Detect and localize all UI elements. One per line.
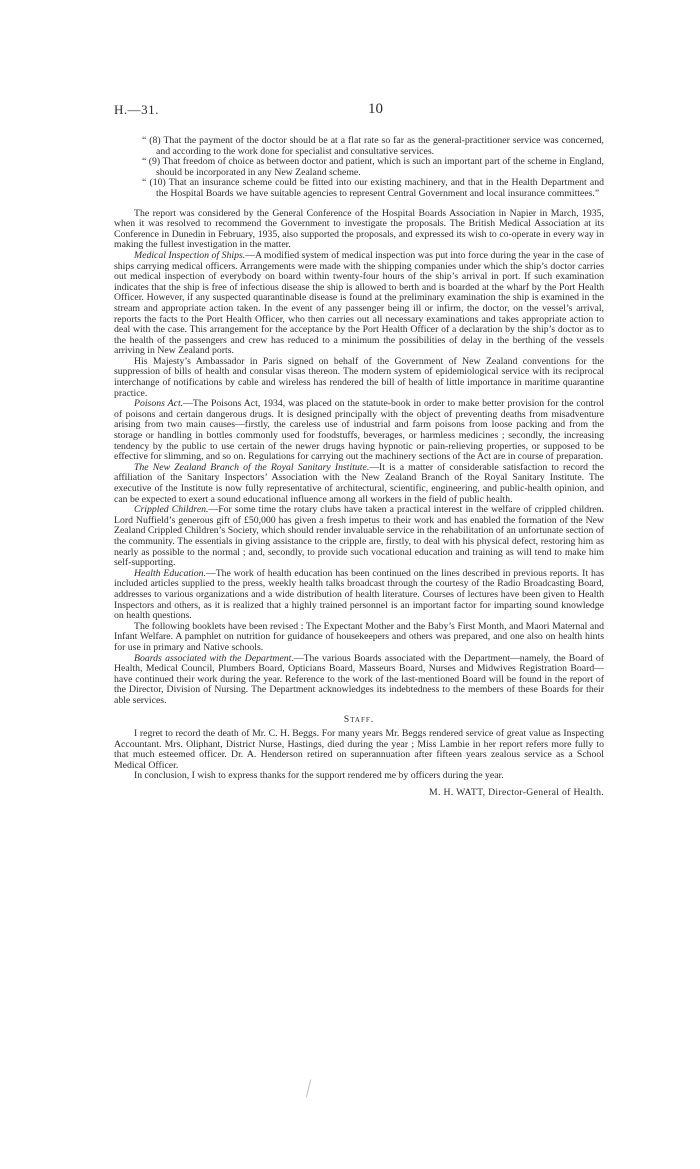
section-heading: Crippled Children. xyxy=(134,504,209,516)
conclusion-paragraph: In conclusion, I wish to express thanks for the support rendered me by officers during the year. xyxy=(134,770,504,782)
section-health-education xyxy=(114,569,604,622)
report-paragraph: The report was considered by the General Conference of the Hospital Boards Association in Napier in March, 1935, when it was resolved to recommend the Government to investigate the proposals. The British Medical Association at its Conference in Dunedin in February, 1935, also supported the proposals, and expressed its wish to co-operate in every way in making the fullest investigation in the matter. xyxy=(114,207,604,251)
section-heading: The New Zealand Branch of the Royal Sanitary Institute. xyxy=(134,461,370,473)
section-text: —For some time the rotary clubs have taken a practical interest in the welfare of crippled children. Lord Nuffield’s generous gift of £50,000 has given a fresh impetus to their work and has enabled the formation of the New Zealand Crippled Children’s Society, which should render invaluable service in the rehabilitation of an unfortunate section of the community. The essentials in giving assistance to the cripple are, firstly, to deal with his physical defect, restoring him as nearly as possible to the normal ; and, secondly, to provide such vocational education and training as will tend to make him self-supporting. xyxy=(114,504,604,569)
document-body xyxy=(114,136,604,799)
quoted-recommendation-9: “ (9) That freedom of choice as between doctor and patient, which is such an important part of the scheme in England, should be incorporated in any New Zealand scheme. xyxy=(142,156,604,178)
section-text: —The various Boards associated with the Department—namely, the Board of Health, Medical Council, Plumbers Board, Opticians Board, Masseurs Board, Nurses and Midwives Registration Board—have continued their work during the year. Reference to the work of the last-mentioned Board will be found in the report of the Director, Division of Nursing. The Department acknowledges its indebtedness to the members of these Boards for their able services. xyxy=(114,652,604,706)
section-sanitary-institute xyxy=(114,463,604,505)
quoted-recommendation-8: “ (8) That the payment of the doctor should be at a flat rate so far as the general-practitioner service was concerned, and according to the work done for specialist and consultative services. xyxy=(142,135,604,157)
section-ambassador-conventions xyxy=(114,357,604,399)
section-heading: Medical Inspection of Ships. xyxy=(134,249,246,261)
section-text: His Majesty’s Ambassador in Paris signed on behalf of the Government of New Zealand conventions for the suppression of bills of health and consular visas thereon. The modern system of epidemiological service with its reciprocal interchange of notifications by cable and wireless has rendered the bill of health of little importance in maritime quarantine practice. xyxy=(114,355,604,399)
section-ship-inspection xyxy=(114,251,604,357)
document-reference: H.—31. xyxy=(114,102,159,117)
section-text: —It is a matter of considerable satisfaction to record the affiliation of the Sanitary Inspectors’ Association with the New Zealand Branch of the Royal Sanitary Institute. The executive of the Institute is now fully representative of architectural, scientific, engineering, and public-health opinion, and can be expected to exert a sound educational influence among all workers in the field of public health. xyxy=(114,461,604,505)
section-text: The following booklets have been revised : The Expectant Mother and the Baby’s First Month, and Maori Maternal and Infant Welfare. A pamphlet on nutrition for guidance of housekeepers and others was prepared, and one also on health hints for use in primary and Native schools. xyxy=(114,620,604,653)
staff-paragraph: I regret to record the death of Mr. C. H. Beggs. For many years Mr. Beggs rendered service of great value as Inspecting Accountant. Mrs. Oliphant, District Nurse, Hastings, died during the year ; Miss Lambie in her report refers more fully to that much esteemed officer. Dr. A. Henderson retired on superannuation after fifteen years zealous service as a School Medical Officer. xyxy=(114,728,604,771)
section-associated-boards xyxy=(114,654,604,707)
section-heading: Boards associated with the Department. xyxy=(134,652,294,664)
signature: M. H. WATT, Director-General of Health. xyxy=(429,787,604,799)
section-poisons-act xyxy=(114,399,604,463)
quoted-recommendation-10: “ (10) That an insurance scheme could be fitted into our existing machinery, and that in the Health Department and the Hospital Boards we have suitable agencies to represent Central Government and local insurance committees.” xyxy=(142,177,604,199)
page-header xyxy=(114,102,604,120)
section-crippled-children xyxy=(114,505,604,569)
section-heading: Poisons Act. xyxy=(134,398,184,410)
section-text: —A modified system of medical inspection was put into force during the year in the case of ships carrying medical officers. Arrangements were made with the shipping companies under which the ship’s doctor carries out medical inspection of everybody on board within twenty-four hours of the ship’s arrival in port. If such examination indicates that the ship is free of infectious disease the ship is allowed to berth and is boarded at the wharf by the Port Health Officer. However, if any suspected quarantinable disease is found at the preliminary examination the ship is examined in the stream and appropriate action taken. In the event of any passenger being ill or infirm, the doctor, on the vessel’s arrival, reports the facts to the Port Health Officer, who then carries out all necessary examinations and takes appropriate action to deal with the case. This arrangement for the acceptance by the Port Health Officer of a declaration by the ship’s doctor as to the health of the passengers and crew has reduced to a minimum the possibilities of delay in the berthing of the vessels arriving in New Zealand ports. xyxy=(114,249,604,357)
section-booklets xyxy=(114,622,604,654)
section-text: —The work of health education has been continued on the lines described in previous reports. It has included articles supplied to the press, weekly health talks broadcast through the courtesy of the Radio Broadcasting Board, addresses to various organizations and a wide distribution of health literature. Courses of lectures have been given to Health Inspectors and others, as it is realized that a highly trained personnel is an important factor for imparting sound knowledge on health questions. xyxy=(114,567,604,622)
section-heading: Health Education. xyxy=(134,567,206,579)
section-text: —The Poisons Act, 1934, was placed on the statute-book in order to make better provision for the control of poisons and certain dangerous drugs. It is designed principally with the object of preventing deaths from misadventure arising from two main causes—firstly, the careless use of industrial and farm poisons from loose packing and from the storage or handling in bottles commonly used for foodstuffs, beverages, or harmless medicines ; secondly, the increasing tendency by the public to use certain of the newer drugs having hypnotic or pain-relieving properties, or supposed to be effective for slimming, and so on. Regulations for carrying out the machinery sections of the Act are in course of preparation. xyxy=(114,398,604,463)
page-number: 10 xyxy=(368,101,383,117)
staff-heading: Staff. xyxy=(343,714,375,726)
stray-pencil-mark xyxy=(306,1079,317,1098)
